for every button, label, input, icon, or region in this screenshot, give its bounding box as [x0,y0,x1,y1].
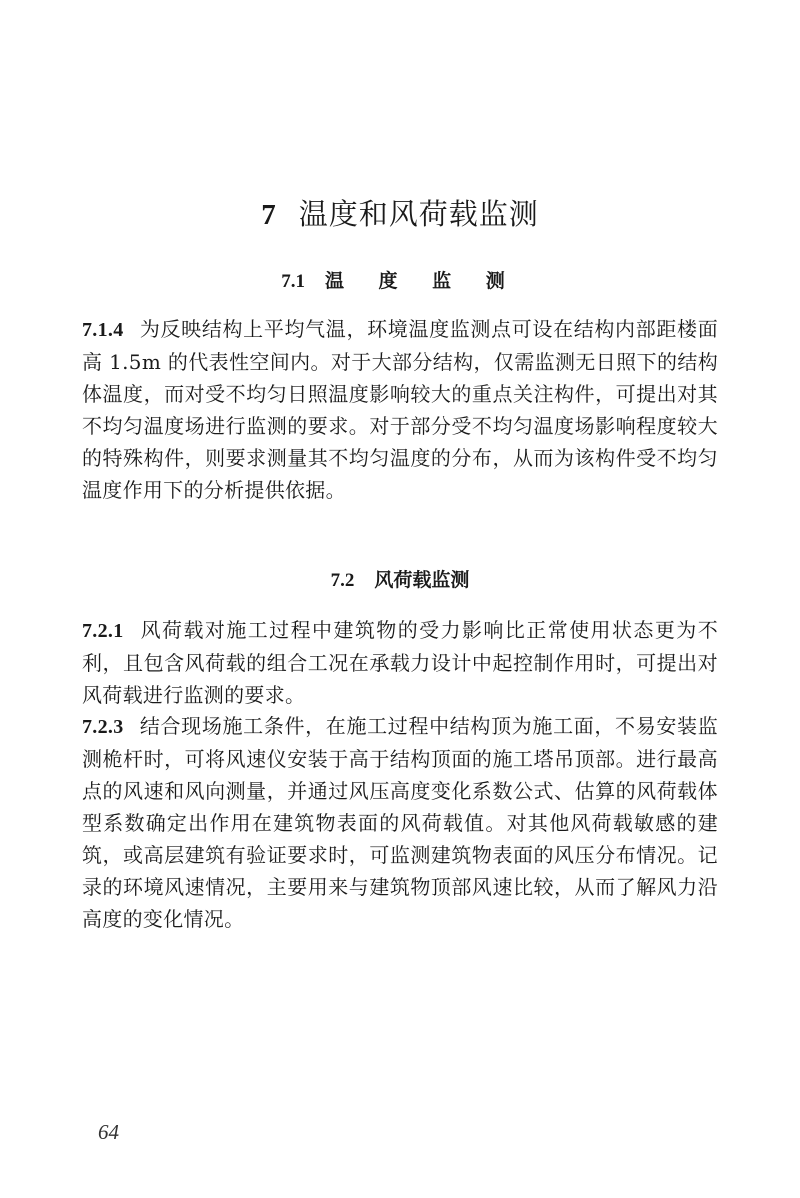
section-title-text: 风荷载监测 [374,569,470,591]
section-heading-7-1 [0,266,800,297]
section-number: 7.2 [330,570,355,591]
chapter-title [0,192,800,237]
clause-number: 7.1.4 [82,319,124,341]
section-heading-7-2 [0,565,800,596]
chapter-number: 7 [261,199,277,231]
chapter-title-text: 温度和风荷载监测 [298,197,539,231]
clause-7-2-3 [82,710,718,935]
page-number: 64 [98,1120,119,1144]
clause-text: 结合现场施工条件，在施工过程中结构顶为施工面，不易安装监测桅杆时，可将风速仪安装于高于结构顶面的施工塔吊顶部。进行最高点的风速和风向测量，并通过风压高度变化系数公式、估算的风荷载体型系数确定出作用在建筑物表面的风荷载值。对其他风荷载敏感的建筑，或高层建筑有验证要求时，可监测建筑物表面的风压分布情况。记录的环境风速情况，主要用来与建筑物顶部风速比较，从而了解风力沿高度的变化情况。 [82,714,718,931]
section-number: 7.1 [281,271,305,292]
clause-number: 7.2.1 [82,620,124,642]
clause-text: 风荷载对施工过程中建筑物的受力影响比正常使用状态更为不利，且包含风荷载的组合工况在承载力设计中起控制作用时，可提出对风荷载进行监测的要求。 [82,618,718,707]
clause-number: 7.2.3 [82,716,124,738]
clause-text: 为反映结构上平均气温，环境温度监测点可设在结构内部距楼面高 1.5m 的代表性空间内。对于大部分结构，仅需监测无日照下的结构体温度，而对受不均匀日照温度影响较大的重点关注构件，可提出对其不均匀温度场进行监测的要求。对于部分受不均匀温度场影响程度较大的特殊构件，则要求测量其不均匀温度的分布，从而为该构件受不均匀温度作用下的分析提供依据。 [82,317,718,502]
clause-7-1-4 [82,313,718,506]
section-title-text: 温 度 监 测 [324,270,519,292]
clause-7-2-1 [82,614,718,711]
